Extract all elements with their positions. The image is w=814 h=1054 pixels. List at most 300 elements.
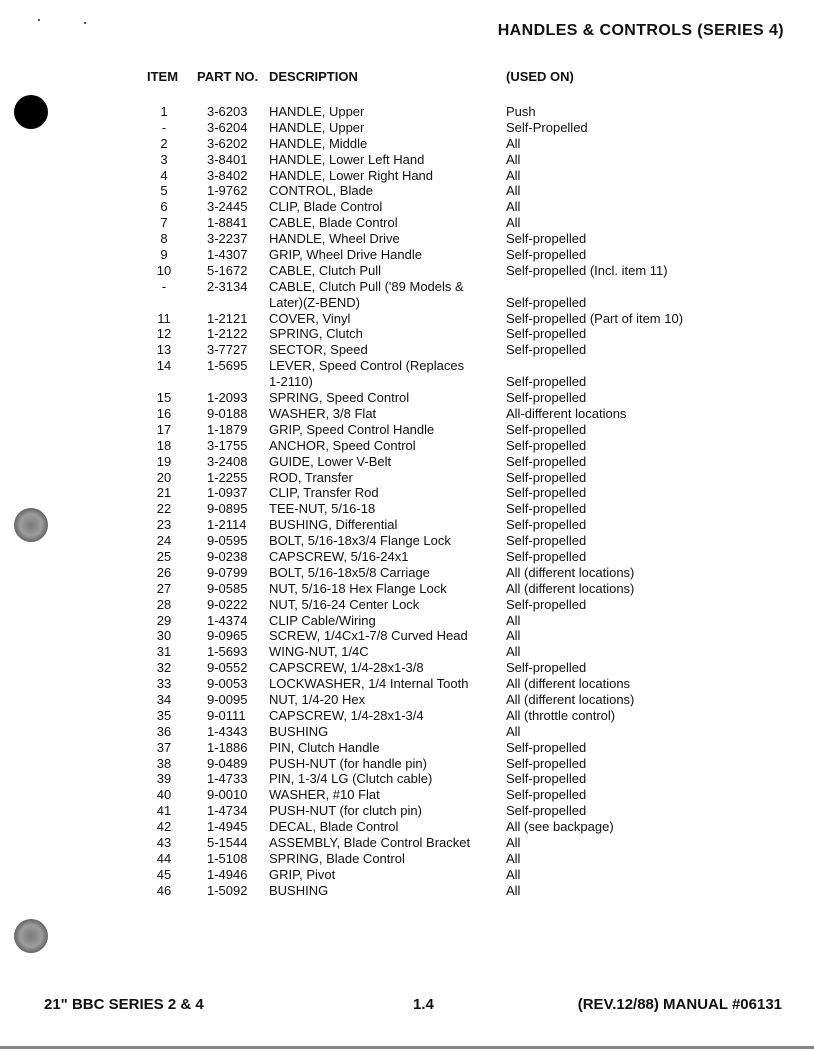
part-number: 9-0585 [207, 580, 248, 596]
part-description [269, 597, 419, 613]
footer-page-number: 1.4 [413, 996, 434, 1013]
column-header-used-on: (USED ON) [506, 69, 574, 84]
item-number: 37 [156, 739, 172, 755]
part-number: 1-5695 [207, 358, 248, 374]
used-on: All [506, 167, 521, 183]
item-number: 19 [156, 453, 172, 469]
column-header-description: DESCRIPTION [269, 69, 358, 84]
part-description [269, 708, 424, 724]
part-number: 9-0552 [207, 660, 248, 676]
bottom-edge-rule [0, 1046, 814, 1049]
table-row [0, 740, 814, 756]
description-line: GUIDE, Lower V-Belt [269, 453, 392, 469]
description-line: SPRING, Speed Control [269, 390, 410, 406]
part-number: 1-1879 [207, 421, 248, 437]
part-description [269, 247, 422, 263]
used-on: Self-propelled [506, 501, 587, 517]
used-on: All [506, 850, 521, 866]
item-number: 31 [156, 644, 172, 660]
part-number: 1-1886 [207, 739, 248, 755]
description-line: HANDLE, Wheel Drive [269, 231, 400, 247]
description-line: BOLT, 5/16-18x5/8 Carriage [269, 564, 430, 580]
part-description [269, 581, 447, 597]
description-line: PUSH-NUT (for handle pin) [269, 755, 427, 771]
item-number: 2 [160, 135, 168, 151]
used-on: Self-propelled [506, 787, 587, 803]
item-number: 7 [160, 215, 168, 231]
item-number: 40 [156, 787, 172, 803]
description-line: HANDLE, Upper [269, 119, 365, 135]
used-on: All [506, 183, 521, 199]
table-row [0, 533, 814, 549]
part-number: 3-8401 [207, 151, 248, 167]
description-line: HANDLE, Lower Right Hand [269, 167, 434, 183]
table-row [0, 485, 814, 501]
item-number: 35 [156, 707, 172, 723]
description-line: HANDLE, Lower Left Hand [269, 151, 425, 167]
item-number: 20 [156, 469, 172, 485]
part-number: 1-4343 [207, 723, 248, 739]
table-row [0, 724, 814, 740]
item-number: 38 [156, 755, 172, 771]
item-number: 39 [156, 771, 172, 787]
item-number: 21 [156, 485, 172, 501]
part-description [269, 358, 464, 390]
description-line: DECAL, Blade Control [269, 819, 399, 835]
table-row [0, 263, 814, 279]
item-number: - [161, 119, 167, 135]
footer-manual-number: (REV.12/88) MANUAL #06131 [577, 996, 782, 1013]
item-number: 43 [156, 835, 172, 850]
part-number: 5-1672 [207, 262, 248, 278]
used-on: Self-propelled [506, 755, 587, 771]
part-number: 9-0188 [207, 405, 248, 421]
description-line: BUSHING [269, 723, 329, 739]
description-line: PIN, 1-3/4 LG (Clutch cable) [269, 771, 433, 787]
description-line: GRIP, Pivot [269, 866, 336, 882]
table-row [0, 279, 814, 311]
part-number: 1-5693 [207, 644, 248, 660]
description-line: PUSH-NUT (for clutch pin) [269, 803, 422, 819]
item-number: 9 [160, 247, 168, 263]
description-line: SPRING, Blade Control [269, 850, 405, 866]
description-line: CLIP Cable/Wiring [269, 612, 376, 628]
part-description [269, 406, 376, 422]
item-number: 11 [157, 310, 171, 326]
used-on: All (throttle control) [506, 707, 616, 723]
part-description [269, 867, 335, 883]
part-description [269, 517, 397, 533]
table-row [0, 883, 814, 899]
description-line: BUSHING [269, 882, 329, 898]
used-on: Self-propelled [506, 342, 587, 358]
part-description [269, 676, 468, 692]
part-description [269, 803, 422, 819]
used-on: Self-propelled [506, 803, 587, 819]
table-row [0, 342, 814, 358]
table-row [0, 199, 814, 215]
table-row [0, 644, 814, 660]
used-on: Self-propelled [506, 469, 587, 485]
table-row [0, 628, 814, 644]
part-number: 1-8841 [207, 215, 248, 231]
table-row [0, 549, 814, 565]
part-description [269, 613, 376, 629]
item-number: 23 [156, 517, 172, 533]
description-line: COVER, Vinyl [269, 310, 351, 326]
description-line: CABLE, Blade Control [269, 215, 398, 231]
part-number: 1-4374 [207, 612, 248, 628]
footer-model: 21" BBC SERIES 2 & 4 [44, 996, 204, 1013]
description-line: CONTROL, Blade [269, 183, 374, 199]
item-number: 36 [156, 723, 172, 739]
part-description [269, 819, 398, 835]
part-description [269, 422, 434, 438]
description-line: 1-2110) [269, 374, 313, 390]
table-row [0, 406, 814, 422]
description-line: ANCHOR, Speed Control [269, 437, 416, 453]
column-header-part-no: PART NO. [197, 69, 259, 84]
part-number: 9-0895 [207, 501, 248, 517]
item-number: 16 [156, 405, 172, 421]
description-line: CLIP, Transfer Rod [269, 485, 379, 501]
part-description [269, 215, 398, 231]
part-description [269, 120, 364, 136]
table-row [0, 501, 814, 517]
table-row [0, 454, 814, 470]
part-description [269, 740, 380, 756]
part-number: 9-0095 [207, 691, 248, 707]
table-row [0, 390, 814, 406]
used-on: All [506, 644, 521, 660]
description-line: ASSEMBLY, Blade Control Bracket [269, 835, 471, 850]
part-description [269, 756, 427, 772]
part-description [269, 660, 424, 676]
item-number: 15 [156, 390, 172, 406]
used-on: Self-propelled [506, 453, 587, 469]
used-on: Self-Propelled [506, 119, 588, 135]
part-number: 9-0010 [207, 787, 248, 803]
part-number: 1-2255 [207, 469, 248, 485]
table-row [0, 120, 814, 136]
table-row [0, 692, 814, 708]
part-description [269, 692, 365, 708]
used-on: All (different locations) [506, 564, 635, 580]
table-row [0, 581, 814, 597]
used-on: All [506, 866, 521, 882]
item-number: 30 [156, 628, 172, 644]
part-number: 9-0222 [207, 596, 248, 612]
speck-mark [84, 22, 86, 24]
description-line: WING-NUT, 1/4C [269, 644, 369, 660]
used-on: Self-propelled [506, 533, 587, 549]
part-number: 9-0053 [207, 676, 248, 692]
part-description [269, 724, 328, 740]
used-on: All [506, 135, 521, 151]
binder-hole-bottom [14, 919, 48, 953]
part-number: 9-0965 [207, 628, 248, 644]
used-on: All (see backpage) [506, 819, 614, 835]
part-number: 1-0937 [207, 485, 248, 501]
part-number: 1-5092 [207, 882, 248, 898]
part-description [269, 565, 430, 581]
part-description [269, 851, 405, 867]
description-line: CAPSCREW, 1/4-28x1-3/8 [269, 660, 424, 676]
used-on: Self-propelled [506, 596, 587, 612]
table-row [0, 104, 814, 120]
table-row [0, 215, 814, 231]
used-on: Self-propelled [506, 437, 587, 453]
part-description [269, 326, 363, 342]
used-on: Self-propelled [506, 231, 587, 247]
description-line: ROD, Transfer [269, 469, 353, 485]
used-on: All-different locations [506, 405, 627, 421]
part-description [269, 183, 373, 199]
used-on: Self-propelled [506, 739, 587, 755]
part-number: 3-6203 [207, 104, 248, 119]
description-line: CAPSCREW, 5/16-24x1 [269, 548, 409, 564]
item-number: 28 [156, 596, 172, 612]
used-on: Self-propelled [506, 374, 587, 390]
part-number: 3-8402 [207, 167, 248, 183]
table-row [0, 517, 814, 533]
item-number: 22 [156, 501, 172, 517]
part-number: 9-0595 [207, 533, 248, 549]
part-description [269, 231, 400, 247]
item-number: 26 [156, 564, 172, 580]
part-description [269, 644, 369, 660]
table-row [0, 819, 814, 835]
description-line: SPRING, Clutch [269, 326, 363, 342]
part-number: 1-2114 [207, 517, 247, 533]
part-description [269, 263, 381, 279]
description-line: CLIP, Blade Control [269, 199, 383, 215]
part-description [269, 501, 375, 517]
used-on: Self-propelled [506, 517, 587, 533]
table-row [0, 756, 814, 772]
item-number: 1 [160, 104, 168, 119]
description-line: CABLE, Clutch Pull [269, 262, 381, 278]
description-line: GRIP, Speed Control Handle [269, 421, 435, 437]
part-description [269, 835, 470, 851]
item-number: 14 [156, 358, 172, 374]
item-number: 12 [156, 326, 172, 342]
part-number: 9-0489 [207, 755, 248, 771]
part-number: 1-9762 [207, 183, 248, 199]
item-number: 44 [156, 850, 172, 866]
used-on: All [506, 215, 521, 231]
description-line: NUT, 5/16-24 Center Lock [269, 596, 420, 612]
item-number: 25 [156, 548, 172, 564]
part-number: 1-5108 [207, 850, 248, 866]
part-description [269, 628, 468, 644]
description-line: SCREW, 1/4Cx1-7/8 Curved Head [269, 628, 468, 644]
used-on: All (different locations) [506, 580, 635, 596]
item-number: 10 [156, 262, 172, 278]
used-on: Self-propelled (Incl. item 11) [506, 262, 668, 278]
description-line: PIN, Clutch Handle [269, 739, 380, 755]
used-on: Self-propelled (Part of item 10) [506, 310, 684, 326]
item-number: - [161, 278, 167, 294]
used-on: Self-propelled [506, 660, 587, 676]
part-description [269, 342, 368, 358]
part-number: 3-2237 [207, 231, 248, 247]
part-description [269, 311, 350, 327]
item-number: 5 [160, 183, 168, 199]
description-line: CABLE, Clutch Pull ('89 Models & [269, 278, 464, 294]
column-header-item: ITEM [147, 69, 179, 84]
used-on: All (different locations [506, 676, 631, 692]
table-row [0, 326, 814, 342]
table-row [0, 676, 814, 692]
used-on: All [506, 612, 521, 628]
description-line: WASHER, #10 Flat [269, 787, 380, 803]
item-number: 32 [156, 660, 172, 676]
table-row [0, 358, 814, 390]
item-number: 4 [160, 167, 168, 183]
parts-table [0, 104, 814, 899]
item-number: 41 [156, 803, 172, 819]
part-number: 1-4734 [207, 803, 248, 819]
table-row [0, 565, 814, 581]
part-number: 1-4307 [207, 247, 248, 263]
item-number: 33 [156, 676, 172, 692]
description-line: NUT, 5/16-18 Hex Flange Lock [269, 580, 447, 596]
description-line: BOLT, 5/16-18x3/4 Flange Lock [269, 533, 451, 549]
table-row [0, 787, 814, 803]
speck-mark [38, 19, 40, 21]
part-number: 9-0111 [207, 707, 246, 723]
part-description [269, 136, 367, 152]
used-on: All [506, 628, 521, 644]
description-line: HANDLE, Middle [269, 135, 368, 151]
used-on: Self-propelled [506, 390, 587, 406]
table-row [0, 835, 814, 851]
used-on: Self-propelled [506, 294, 587, 310]
part-number: 9-0799 [207, 564, 248, 580]
item-number: 18 [156, 437, 172, 453]
part-number: 3-1755 [207, 437, 248, 453]
part-number: 3-6204 [207, 119, 248, 135]
part-description [269, 485, 379, 501]
item-number: 42 [156, 819, 172, 835]
table-row [0, 470, 814, 486]
item-number: 13 [156, 342, 172, 358]
used-on: Self-propelled [506, 771, 587, 787]
used-on: All [506, 835, 521, 850]
part-description [269, 470, 353, 486]
table-row [0, 168, 814, 184]
part-description [269, 152, 424, 168]
part-number: 1-2122 [207, 326, 248, 342]
used-on: Self-propelled [506, 326, 587, 342]
part-number: 1-4946 [207, 866, 248, 882]
part-description [269, 533, 451, 549]
item-number: 3 [160, 151, 168, 167]
part-description [269, 168, 433, 184]
table-row [0, 660, 814, 676]
used-on: Self-propelled [506, 485, 587, 501]
used-on: Push [506, 104, 536, 119]
item-number: 46 [156, 882, 172, 898]
used-on: All [506, 882, 521, 898]
description-line: CAPSCREW, 1/4-28x1-3/4 [269, 707, 424, 723]
item-number: 29 [156, 612, 172, 628]
table-row [0, 708, 814, 724]
item-number: 45 [156, 866, 172, 882]
part-description [269, 883, 328, 899]
part-description [269, 787, 380, 803]
part-number: 3-2445 [207, 199, 248, 215]
table-row [0, 771, 814, 787]
part-number: 9-0238 [207, 548, 248, 564]
part-number: 5-1544 [207, 835, 248, 850]
description-line: Later)(Z-BEND) [269, 294, 361, 310]
part-description [269, 104, 364, 120]
table-row [0, 438, 814, 454]
item-number: 6 [160, 199, 168, 215]
description-line: SECTOR, Speed [269, 342, 368, 358]
description-line: LOCKWASHER, 1/4 Internal Tooth [269, 676, 469, 692]
table-row [0, 231, 814, 247]
part-description [269, 549, 408, 565]
used-on: Self-propelled [506, 247, 587, 263]
table-row [0, 613, 814, 629]
part-description [269, 454, 391, 470]
part-number: 1-4733 [207, 771, 248, 787]
part-description [269, 279, 464, 311]
description-line: LEVER, Speed Control (Replaces [269, 358, 465, 374]
table-row [0, 311, 814, 327]
used-on: All [506, 199, 521, 215]
description-line: GRIP, Wheel Drive Handle [269, 247, 422, 263]
table-row [0, 136, 814, 152]
part-number: 3-6202 [207, 135, 248, 151]
item-number: 27 [156, 580, 172, 596]
item-number: 8 [160, 231, 168, 247]
table-row [0, 597, 814, 613]
table-row [0, 422, 814, 438]
table-row [0, 152, 814, 168]
part-number: 1-2093 [207, 390, 248, 406]
used-on: Self-propelled [506, 548, 587, 564]
description-line: WASHER, 3/8 Flat [269, 405, 377, 421]
part-number: 3-2408 [207, 453, 248, 469]
used-on: All [506, 723, 521, 739]
item-number: 24 [156, 533, 172, 549]
table-row [0, 183, 814, 199]
table-row [0, 867, 814, 883]
used-on: All [506, 151, 521, 167]
description-line: NUT, 1/4-20 Hex [269, 691, 366, 707]
part-number: 3-7727 [207, 342, 248, 358]
description-line: HANDLE, Upper [269, 104, 365, 119]
part-number: 1-2121 [207, 310, 248, 326]
part-number: 1-4945 [207, 819, 248, 835]
used-on: Self-propelled [506, 421, 587, 437]
used-on: All (different locations) [506, 691, 635, 707]
part-description [269, 438, 416, 454]
part-description [269, 771, 432, 787]
table-row [0, 247, 814, 263]
part-number: 2-3134 [207, 278, 248, 294]
table-row [0, 851, 814, 867]
description-line: TEE-NUT, 5/16-18 [269, 501, 376, 517]
part-description [269, 390, 409, 406]
part-description [269, 199, 382, 215]
description-line: BUSHING, Differential [269, 517, 398, 533]
item-number: 34 [156, 691, 172, 707]
